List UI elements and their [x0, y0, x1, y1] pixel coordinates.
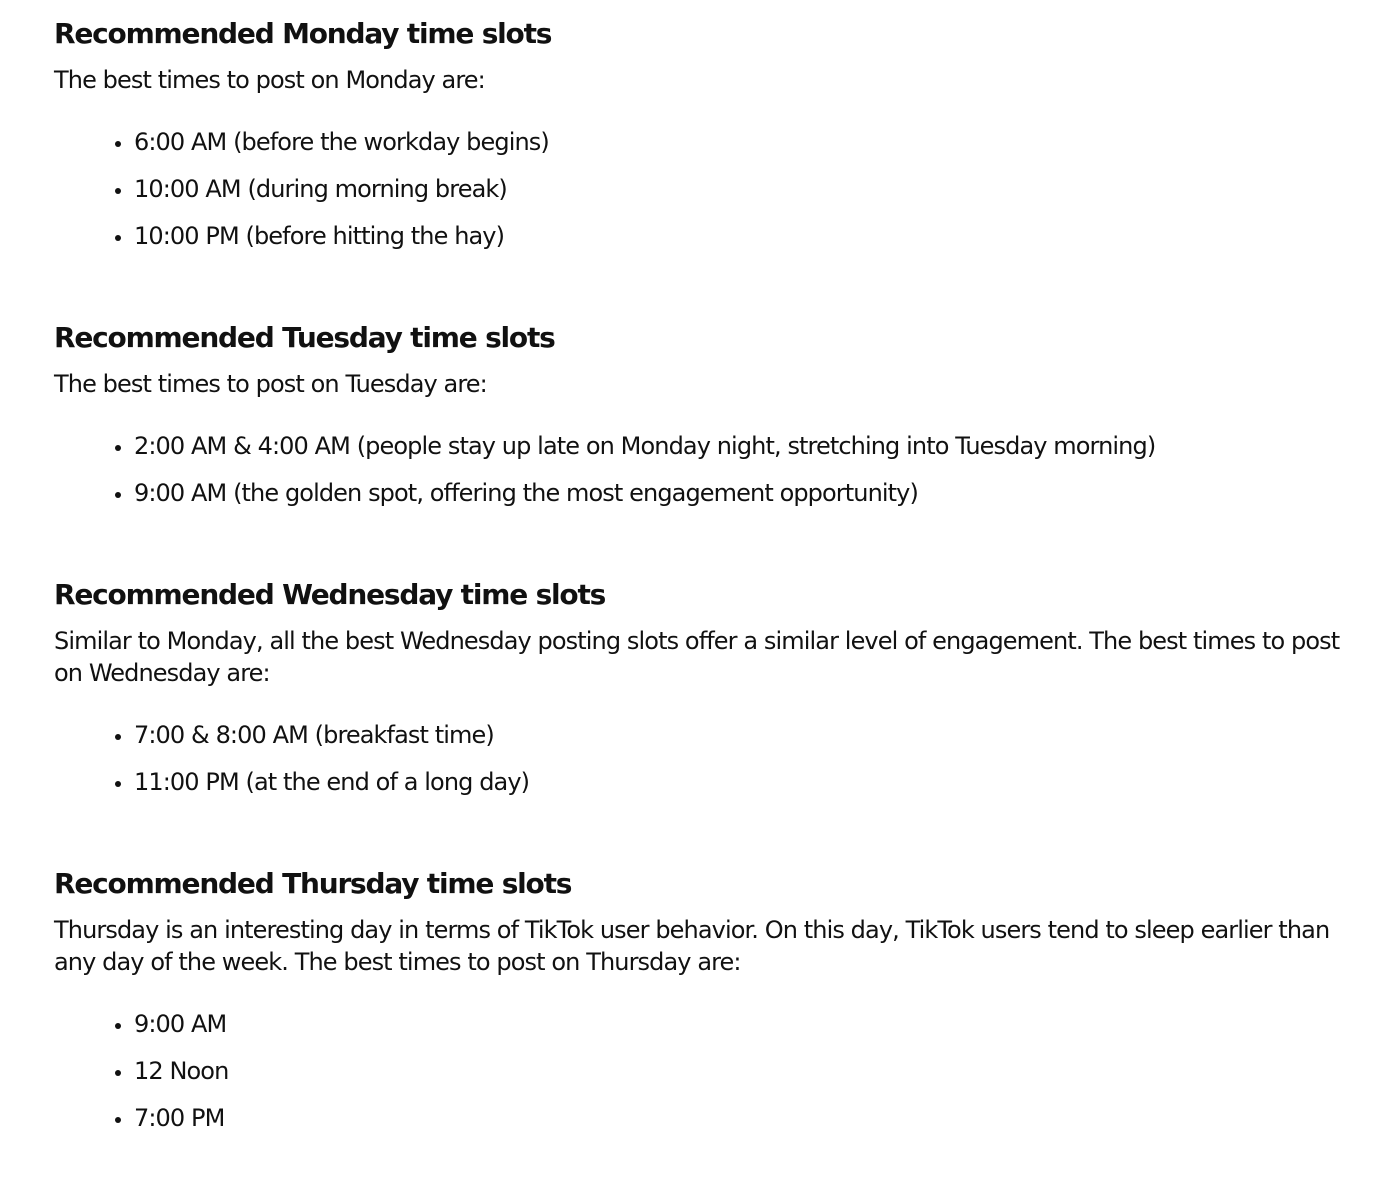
section-intro: Thursday is an interesting day in terms of TikTok user behavior. On this day, TikTok users tend to sleep earlier than any day of the week. The best times to post on Thursday are:: [54, 916, 1330, 976]
section-intro: Similar to Monday, all the best Wednesday posting slots offer a similar level of engagement. The best times to post on Wednesday are:: [54, 627, 1340, 687]
section-heading: Recommended Tuesday time slots: [54, 321, 555, 354]
time-slot-list: [54, 719, 1344, 798]
section-monday: [54, 14, 1344, 252]
section-heading: Recommended Thursday time slots: [54, 867, 572, 900]
list-item: • 10:00 PM (before hitting the hay): [134, 220, 1344, 252]
list-item: • 7:00 & 8:00 AM (breakfast time): [134, 719, 1344, 751]
time-slot-list: [54, 1008, 1344, 1134]
article-body: [54, 14, 1344, 1149]
section-wednesday: [54, 575, 1344, 798]
section-heading: Recommended Monday time slots: [54, 17, 552, 50]
list-item: • 6:00 AM (before the workday begins): [134, 126, 1344, 158]
time-slot-list: [54, 430, 1344, 509]
list-item: • 12 Noon: [134, 1055, 1344, 1087]
list-item: • 7:00 PM: [134, 1102, 1344, 1134]
list-item: • 10:00 AM (during morning break): [134, 173, 1344, 205]
section-tuesday: [54, 318, 1344, 509]
list-item: • 9:00 AM (the golden spot, offering the most engagement opportunity): [134, 477, 1344, 509]
list-item: • 2:00 AM & 4:00 AM (people stay up late on Monday night, stretching into Tuesday morning): [134, 430, 1344, 462]
section-thursday: [54, 864, 1344, 1134]
section-intro: The best times to post on Monday are:: [54, 66, 485, 94]
list-item: • 9:00 AM: [134, 1008, 1344, 1040]
time-slot-list: [54, 126, 1344, 252]
section-intro: The best times to post on Tuesday are:: [54, 370, 487, 398]
section-heading: Recommended Wednesday time slots: [54, 578, 606, 611]
list-item: • 11:00 PM (at the end of a long day): [134, 766, 1344, 798]
